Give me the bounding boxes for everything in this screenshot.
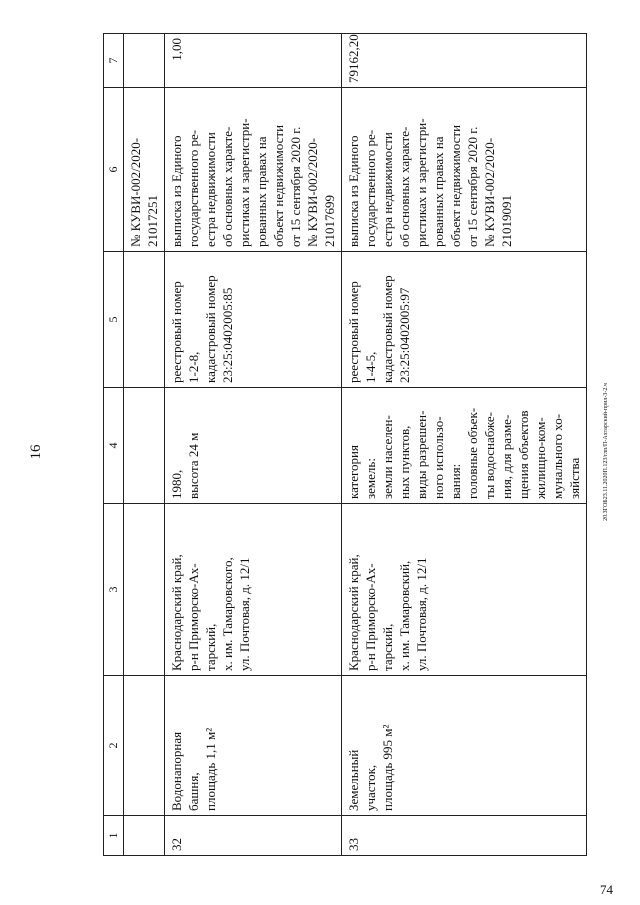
table-row [342,34,587,856]
registry-cell: реестровый номер 1-2-8, кадастровый номер 23:25:0402005:85 [165,252,342,388]
continuation-row [124,34,165,856]
address-cell: Краснодарский край, р-н Приморско-Ах- тарский, х. им. Тамаровского, ул. Почтовая, д. 12/1 [165,504,342,676]
header-cell: 5 [104,252,124,388]
header-cell: 6 [104,88,124,252]
table-row [165,34,342,856]
object-name-cell: Земельный участок, площадь 995 м² [342,676,587,816]
header-cell: 1 [104,816,124,856]
row-number-cell: 33 [342,816,587,856]
property-table-rotated [103,34,588,856]
header-cell: 3 [104,504,124,676]
page-number-bottom: 74 [600,882,613,897]
header-cell: 2 [104,676,124,816]
value-cell: 1,00 [165,34,342,88]
address-cell: Краснодарский край, р-н Приморско-Ах- тарский, х. им. Тамаровский, ул. Почтовая, д. 12/1 [342,504,587,676]
footer-code: 20.ЗГОБ23.11.2020П.123/глп/П-Ахтарский-прил-3-2.ч [603,383,609,521]
row-number-cell: 32 [165,816,342,856]
page-number-top: 16 [28,444,44,460]
header-row [104,34,124,856]
characteristics-cell: 1980, высота 24 м [165,388,342,504]
header-cell: 4 [104,388,124,504]
value-cell: 79162,20 [342,34,587,88]
property-table [103,33,587,856]
characteristics-cell: категория земель: земли населен- ных пунктов, виды разрешен- ного использо- вания: головные объек- ты водоснабже- ния, для разме- щения объектов жилищно-ком- мунального хо- зяйства [342,388,587,504]
document-cell: выписка из Единого государственного ре- естра недвижимости об основных характе- ристиках и зарегистри- рованных правах на объект недвижимости от 15 сентября 2020 г. № КУВИ-002/2020- 21019091 [342,88,587,252]
header-cell: 7 [104,34,124,88]
continuation-document-cell: № КУВИ-002/2020- 21017251 [124,88,165,252]
registry-cell: реестровый номер 1-4-5, кадастровый номер 23:25:0402005:97 [342,252,587,388]
object-name-cell: Водонапорная башня, площадь 1,1 м² [165,676,342,816]
document-cell: выписка из Единого государственного ре- естра недвижимости об основных характе- ристиках и зарегистри- рованных правах на объект недвижимости от 15 сентября 2020 г. № КУВИ-002/2020- 21017699 [165,88,342,252]
